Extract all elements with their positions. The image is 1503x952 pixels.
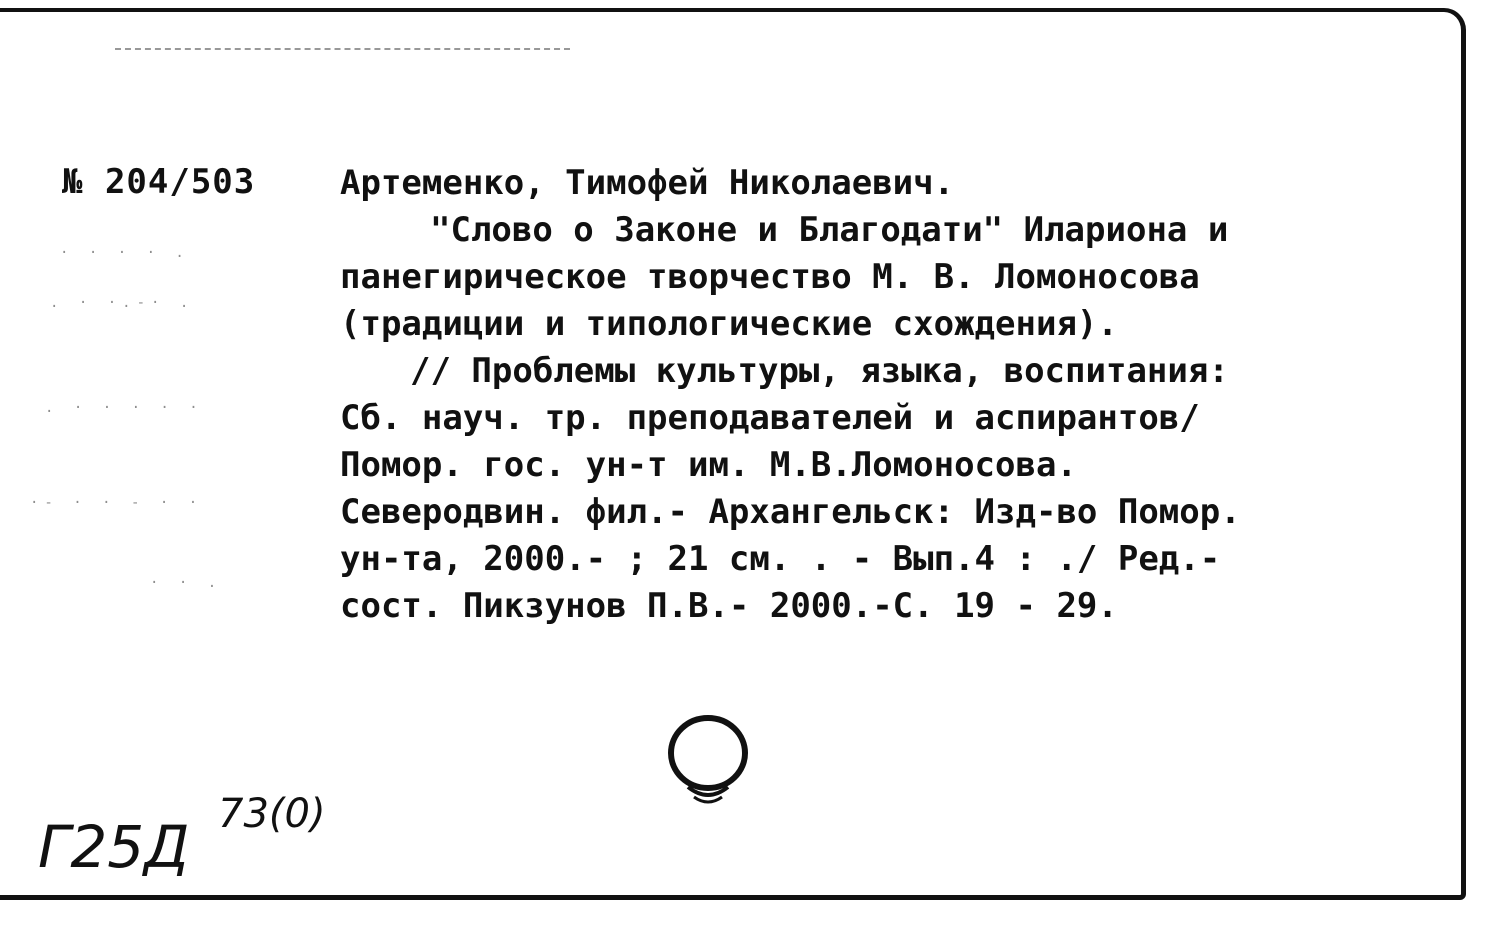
source-line-6: сост. Пикзунов П.В.- 2000.-С. 19 - 29. xyxy=(340,586,1118,626)
shelfmark-superscript: 73(0) xyxy=(218,791,326,837)
print-noise: · · · · . xyxy=(60,245,190,261)
source-line-4: Северодвин. фил.- Архангельск: Изд-во Помор. xyxy=(340,492,1241,532)
source-line-5: ун-та, 2000.- ; 21 см. . - Вып.4 : ./ Ред.- xyxy=(340,539,1221,579)
title-line-2: панегирическое творчество М. В. Ломоносова xyxy=(340,257,1200,297)
author-line: Артеменко, Тимофей Николаевич. xyxy=(340,163,955,203)
print-noise: . · · · · · xyxy=(45,400,204,416)
bibliographic-entry xyxy=(340,160,1450,630)
shelfmark-main: Г25Д xyxy=(38,813,190,881)
print-noise: . · ·.-· . xyxy=(50,295,195,311)
title-line-1: "Слово о Законе и Благодати" Илариона и xyxy=(430,210,1229,250)
top-dashed-rule xyxy=(115,48,570,50)
source-line-3: Помор. гос. ун-т им. М.В.Ломоносова. xyxy=(340,445,1077,485)
source-line-1: // Проблемы культуры, языка, воспитания: xyxy=(410,351,1229,391)
title-line-3: (традиции и типологические схождения). xyxy=(340,304,1118,344)
card-hole-icon xyxy=(664,713,752,809)
inventory-number: № 204/503 xyxy=(62,162,256,202)
print-noise: ·- · · - · · xyxy=(30,495,204,511)
handwritten-shelfmark xyxy=(38,775,368,895)
source-line-2: Сб. науч. тр. преподавателей и аспирантов/ xyxy=(340,398,1200,438)
print-noise: · · . xyxy=(150,575,223,591)
